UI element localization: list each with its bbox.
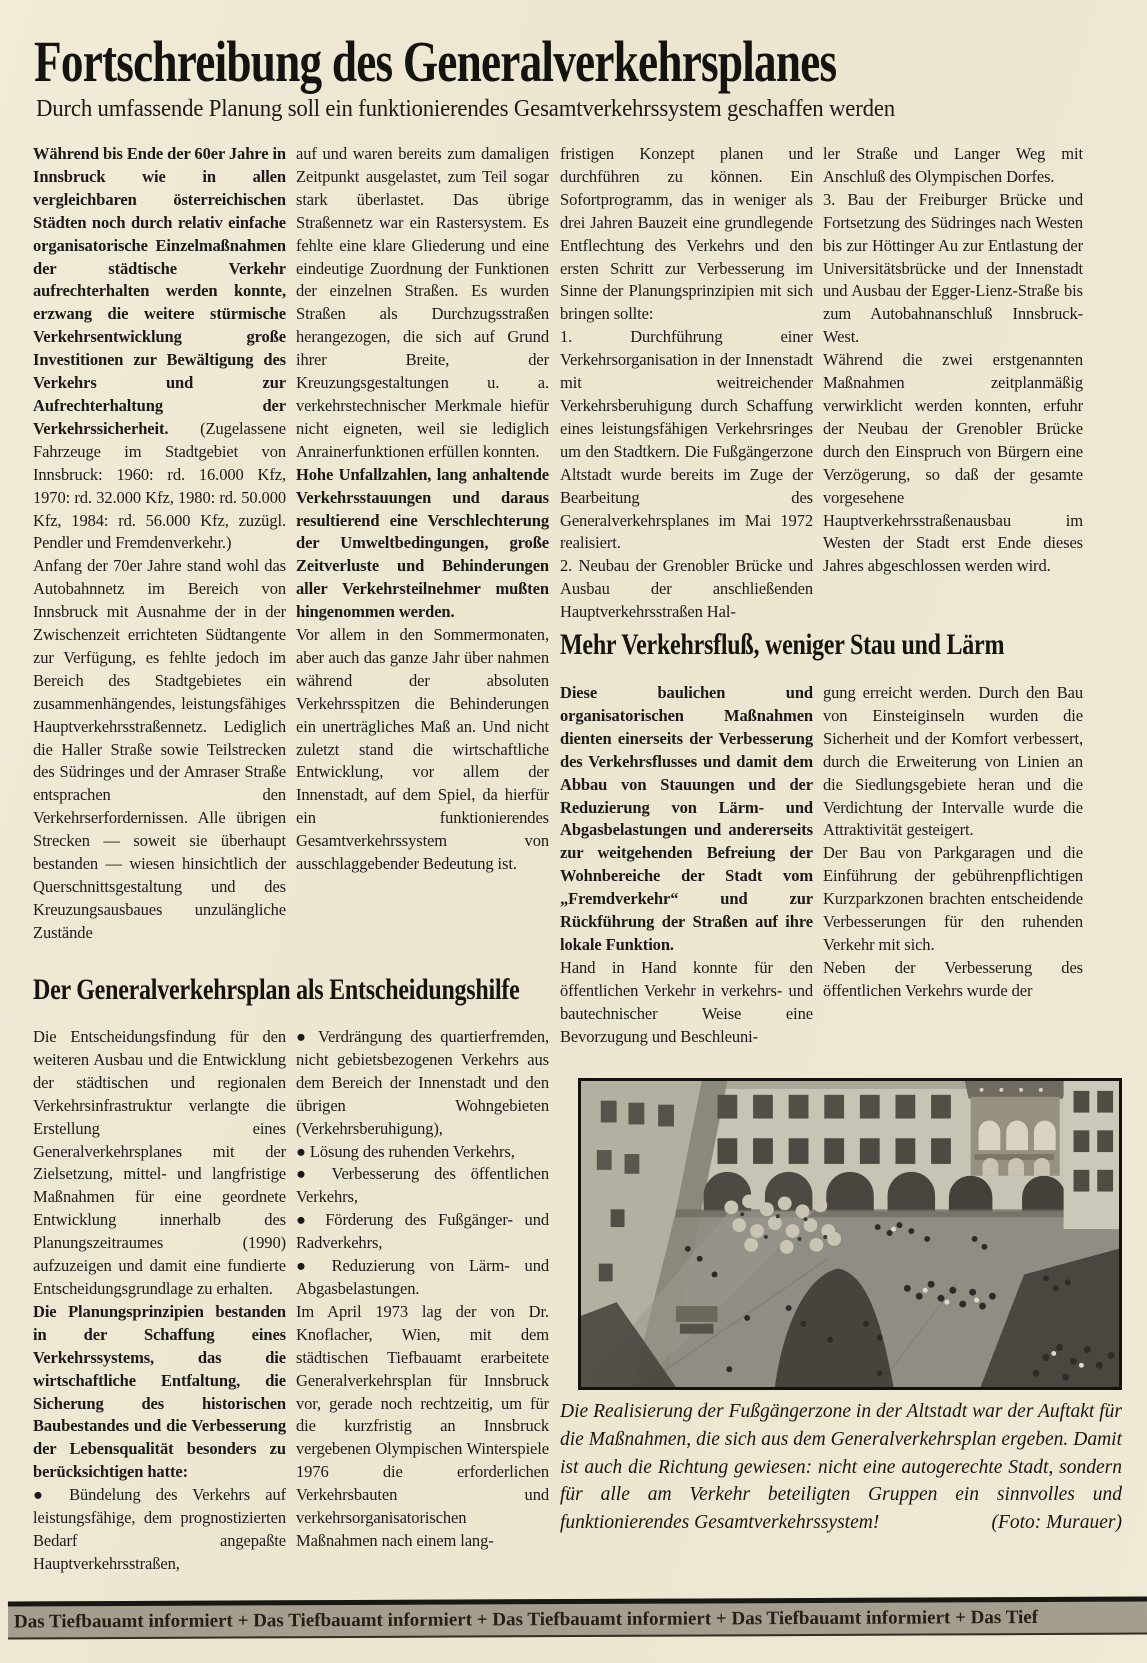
altstadt-aerial-photo-graphic xyxy=(581,1081,1119,1387)
paragraph: Im April 1973 lag der von Dr. Knoflacher, Wien, mit dem städtischen Tiefbauamt erarbeitete Generalverkehrsplan für Innsbruck vor, gerade noch rechtzeitig, um für die kurzfristig an Innsbruck vergebenen Olympischen Winterspiele 1976 die erforderlichen Verkehrsbauten und verkehrsorganisatorischen Maßnahmen nach einem lang- xyxy=(296,1301,549,1550)
section-heading-general-plan: Der Generalverkehrsplan als Entscheidungshilfe xyxy=(33,973,520,1006)
paragraph: Die Entscheidungsfindung für den weiteren Ausbau und die Entwicklung der städtischen und regionalen Verkehrsinfrastruktur verlangte die Erstellung eines Generalverkehrsplanes mit der Zielsetzung, mittel- und langfristige Maßnahmen für eine geordnete Entwicklung innerhalb des Planungszeitraumes (1990) aufzuzeigen und damit eine fundierte Entscheidungsgrundlage zu erhalten. xyxy=(33,1027,286,1298)
section-heading-traffic-flow: Mehr Verkehrsfluß, weniger Stau und Lärm xyxy=(560,628,1005,661)
paragraph: Vor allem in den Sommermonaten, aber auch das ganze Jahr über nahmen während der absoluten Verkehrsspitzen die Behinderungen ein unerträgliches Maß an. Und nicht zuletzt stand die wirtschaftliche Entwicklung, vor allem der Innenstadt, auf dem Spiel, da hierfür ein funktionierendes Gesamtverkehrssystem von ausschlaggebender Bedeutung ist. xyxy=(296,625,549,874)
paragraph-bold: Diese baulichen und organisatorischen Maßnahmen dienten einerseits der Verbesserung des Verkehrsflusses und damit dem Abbau von Stauungen und der Reduzierung von Lärm- und Abgasbelastungen und andererseits zur weitgehenden Befreiung der Wohnbereiche der Stadt vom „Fremdverkehr“ und zur Rückführung der Straßen auf ihre lokale Funktion. xyxy=(560,683,813,954)
footer-banner-text: Das Tiefbauamt informiert + Das Tiefbauamt informiert + Das Tiefbauamt informiert + Das Tiefbauamt informiert + Das Tief xyxy=(13,1606,1039,1632)
bullet-item: ● Lösung des ruhenden Verkehrs, xyxy=(296,1141,515,1161)
photo-caption xyxy=(560,1398,1122,1537)
paragraph: ler Straße und Langer Weg mit Anschluß des Olympischen Dorfes. xyxy=(823,144,1083,186)
bullet-item: ● Verbesserung des öffentlichen Verkehrs, xyxy=(296,1164,549,1207)
photo-caption-text: Die Realisierung der Fußgängerzone in der Altstadt war der Auftakt für die Maßnahmen, die sich aus dem Generalverkehrsplan ergeben. Damit ist auch die Richtung gewiesen: nicht eine autogerechte Stadt, sondern für alle am Verkehr beteiligten Gruppen ein sinnvolles und funktionierendes Gesamtverkehrssystem! xyxy=(560,1401,1122,1534)
intro-column-2 xyxy=(296,143,549,963)
plan-column-2 xyxy=(296,1026,549,1582)
photo-credit: (Foto: Murauer) xyxy=(991,1512,1122,1534)
bullet-item: ● Bündelung des Verkehrs auf leistungsfähige, dem prognostizierten Bedarf angepaßte Hauptverkehrsstraßen, xyxy=(33,1485,286,1573)
paragraph: Anfang der 70er Jahre stand wohl das Autobahnnetz im Bereich von Innsbruck mit Ausnahme der in der Zwischenzeit errichteten Südtangente zur Verfügung, es fehlte jedoch im Bereich des Stadtgebietes ein zusammenhängendes, leistungsfähiges Hauptverkehrsstraßennetz. Lediglich die Haller Straße sowie Teilstrecken des Südringes und der Amraser Straße entsprachen den Verkehrserfordernissen. Alle übrigen Strecken — soweit sie überhaupt bestanden — wiesen hinsichtlich der Querschnittsgestaltung und des Kreuzungsausbaues unzulängliche Zustände xyxy=(33,556,286,942)
flow-column-2 xyxy=(823,682,1083,1074)
paragraph: gung erreicht werden. Durch den Bau von Einsteiginseln wurden die Sicherheit und der Komfort verbessert, durch die Erweiterung von Linien an die Siedlungsgebiete heran und die Verdichtung der Intervalle wurde die Attraktivität gesteigert. xyxy=(823,683,1083,840)
flow-column-1 xyxy=(560,682,813,1074)
footer-banner xyxy=(8,1597,1147,1640)
paragraph-list-item-2: 2. Neubau der Grenobler Brücke und Ausbau der anschließenden Hauptverkehrsstraßen Hal- xyxy=(560,556,813,622)
paragraph-list-item-1: 1. Durchführung einer Verkehrsorganisation in der Innenstadt mit weitreichender Verkehrsberuhigung durch Schaffung eines leistungsfähigen Verkehrsringes um den Stadtkern. Die Fußgängerzone Altstadt wurde bereits im Zuge der Bearbeitung des Generalverkehrsplanes im Mai 1972 realisiert. xyxy=(560,327,813,553)
paragraph-list-item-3: 3. Bau der Freiburger Brücke und Fortsetzung des Südringes nach Westen bis zur Höttinger Au zur Entlastung der Universitätsbrücke und der Innenstadt und Ausbau der Egger-Lienz-Straße bis zum Autobahnanschluß Innsbruck-West. xyxy=(823,189,1083,347)
paragraph: Neben der Verbesserung des öffentlichen Verkehrs wurde der xyxy=(823,957,1083,1000)
bullet-item: ● Förderung des Fußgänger- und Radverkehrs, xyxy=(296,1210,549,1253)
altstadt-aerial-photo xyxy=(578,1078,1122,1390)
article-subtitle: Durch umfassende Planung soll ein funktionierendes Gesamtverkehrssystem geschaffen werden xyxy=(36,96,895,122)
intro-column-1 xyxy=(33,143,286,963)
paragraph: Hand in Hand konnte für den öffentlichen Verkehr in verkehrs- und bautechnischer Weise eine Bevorzugung und Beschleuni- xyxy=(560,957,813,1046)
paragraph-bold: Die Planungsprinzipien bestanden in der Schaffung eines Verkehrssystems, das die wirtschaftliche Entfaltung, die Sicherung des historischen Baubestandes und die Verbesserung der Lebensqualität besonders zu berücksichtigen hatte: xyxy=(33,1301,286,1482)
intro-column-4 xyxy=(823,143,1083,626)
article-title: Fortschreibung des Generalverkehrsplanes xyxy=(34,29,837,94)
paragraph: Der Bau von Parkgaragen und die Einführung der gebührenpflichtigen Kurzparkzonen brachten entscheidende Verbesserungen für den ruhenden Verkehr mit sich. xyxy=(823,843,1083,954)
plan-column-1 xyxy=(33,1026,286,1582)
bullet-item: ● Reduzierung von Lärm- und Abgasbelastungen. xyxy=(296,1256,549,1298)
paragraph: auf und waren bereits zum damaligen Zeitpunkt ausgelastet, zum Teil sogar stark überlastet. Das übrige Straßennetz war ein Rastersystem. Es fehlte eine klare Gliederung und eine eindeutige Zuordnung der Funktionen der einzelnen Straßen. Es wurden Straßen als Durchzugsstraßen herangezogen, die sich auf Grund ihrer Breite, der Kreuzungsgestaltungen u. a. verkehrstechnischer Merkmale hiefür nicht eigneten, weil sie lediglich Anrainerfunktionen erfüllen konnten. xyxy=(296,144,549,461)
intro-column-3 xyxy=(560,143,813,626)
bullet-item: ● Verdrängung des quartierfremden, nicht gebietsbezogenen Verkehrs aus dem Bereich der Innenstadt und den übrigen Wohngebieten (Verkehrsberuhigung), xyxy=(296,1027,549,1138)
paragraph-bold: Hohe Unfallzahlen, lang anhaltende Verkehrsstauungen und daraus resultierend eine Verschlechterung der Umweltbedingungen, große Zeitverluste und Behinderungen aller Verkehrsteilnehmer mußten hingenommen werden. xyxy=(296,464,549,622)
bold-lead-text: Während bis Ende der 60er Jahre in Innsbruck wie in allen vergleichbaren österreichischen Städten noch durch relativ einfache organisatorische Einzelmaßnahmen der städtische Verkehr aufrechterhalten werden konnte, erzwang die weitere stürmische Verkehrsentwicklung große Investitionen zur Bewältigung des Verkehrs und zur Aufrechterhaltung der Verkehrssicherheit. xyxy=(33,144,286,438)
paragraph: fristigen Konzept planen und durchführen zu können. Ein Sofortprogramm, das in weniger als drei Jahren Bauzeit eine grundlegende Entflechtung des Verkehrs und den ersten Schritt zur Verbesserung im Sinne der Planungsprinzipien mit sich bringen sollte: xyxy=(560,144,813,324)
paren-note: (Zugelassene Fahrzeuge im Stadtgebiet von Innsbruck: 1960: rd. 16.000 Kfz, 1970: rd. 32.000 Kfz, 1980: rd. 50.000 Kfz, 1984: rd. 56.000 Kfz, zuzügl. Pendler und Fremdenverkehr.) xyxy=(33,418,286,553)
paragraph: Während die zwei erstgenannten Maßnahmen zeitplanmäßig verwirklicht werden konnten, erfuhr der Neubau der Grenobler Brücke durch den Einspruch von Bürgern eine Verzögerung, so daß der gesamte vorgesehene Hauptverkehrsstraßenausbau im Westen der Stadt erst Ende dieses Jahres abgeschlossen werden wird. xyxy=(823,350,1083,576)
paragraph xyxy=(33,143,286,555)
